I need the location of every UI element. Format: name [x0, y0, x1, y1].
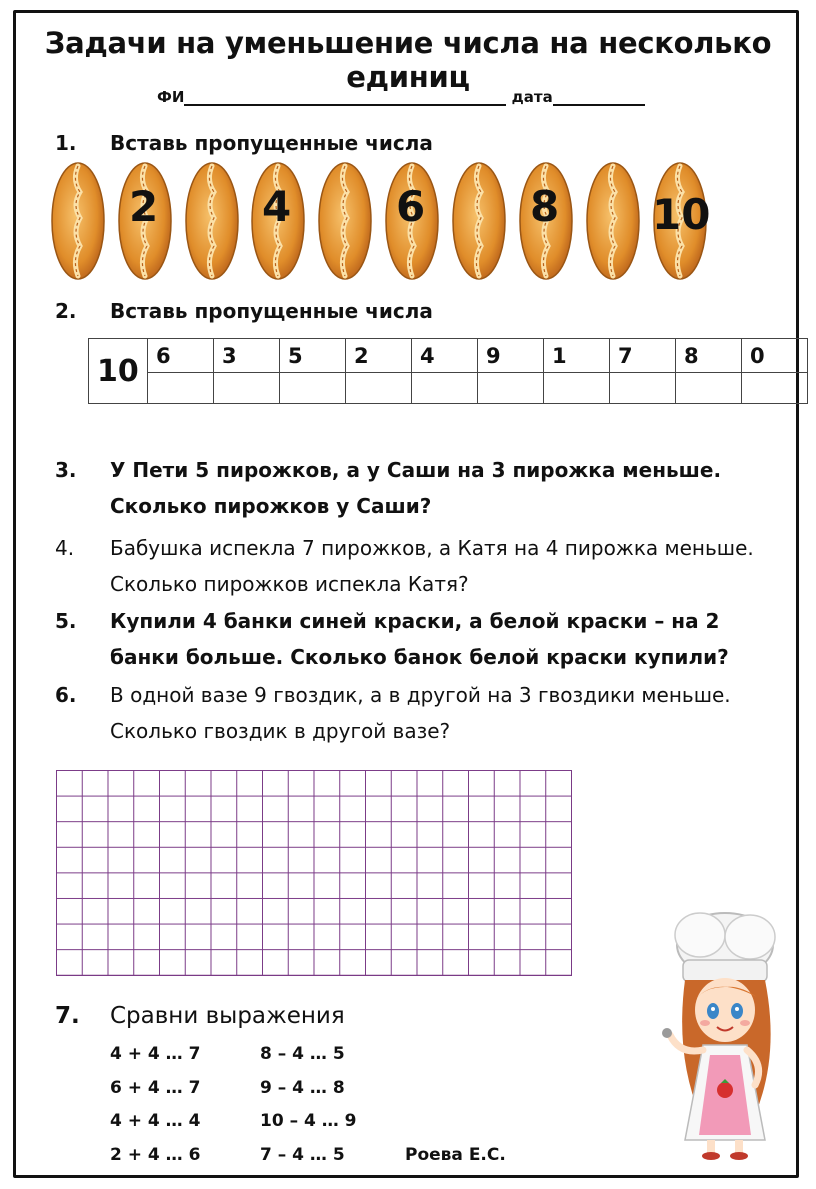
- task-number: 2.: [55, 299, 77, 323]
- sequence-value: 0: [742, 339, 808, 373]
- name-date-line: [157, 88, 645, 106]
- expression: 10 – 4 … 9: [260, 1111, 357, 1131]
- pie-number: 2: [129, 182, 159, 231]
- pie-icon: [317, 160, 373, 282]
- answer-cell[interactable]: [478, 373, 544, 404]
- expression: 4 + 4 … 7: [110, 1044, 201, 1064]
- pie-number: 10: [652, 190, 711, 239]
- task-text: Вставь пропущенные числа: [110, 299, 433, 323]
- sequence-value: 7: [610, 339, 676, 373]
- expression: 2 + 4 … 6: [110, 1145, 201, 1165]
- answer-cell[interactable]: [346, 373, 412, 404]
- answer-cell[interactable]: [676, 373, 742, 404]
- author-name: Роева Е.С.: [405, 1145, 506, 1165]
- pie-number: 8: [530, 182, 560, 231]
- pie-icon: [585, 160, 641, 282]
- sequence-value: 2: [346, 339, 412, 373]
- fi-label: ФИ: [157, 88, 185, 106]
- sequence-value: 9: [478, 339, 544, 373]
- task-text: В одной вазе 9 гвоздик, а в другой на 3 гвоздики меньше. Сколько гвоздик в другой вазе?: [110, 683, 731, 743]
- answer-cell[interactable]: [742, 373, 808, 404]
- expression: 4 + 4 … 4: [110, 1111, 201, 1131]
- task-number: 5.: [55, 609, 77, 633]
- answer-cell[interactable]: [544, 373, 610, 404]
- page-title: Задачи на уменьшение числа на несколько единиц: [44, 26, 772, 94]
- sequence-value: 1: [544, 339, 610, 373]
- answer-grid[interactable]: [56, 770, 572, 976]
- task-number: 6.: [55, 683, 77, 707]
- sequence-value: 6: [148, 339, 214, 373]
- task-number: 3.: [55, 458, 77, 482]
- pie-number: 6: [396, 182, 426, 231]
- sequence-value: 8: [676, 339, 742, 373]
- answer-cell[interactable]: [148, 373, 214, 404]
- sequence-table: [88, 338, 808, 404]
- task-text: Вставь пропущенные числа: [110, 131, 433, 155]
- answer-cell[interactable]: [214, 373, 280, 404]
- task-text: Бабушка испекла 7 пирожков, а Катя на 4 пирожка меньше. Сколько пирожков испекла Катя?: [110, 536, 754, 596]
- expression: 6 + 4 … 7: [110, 1078, 201, 1098]
- date-blank[interactable]: [553, 90, 645, 106]
- task-number: 4.: [55, 536, 75, 560]
- pie-icon: [50, 160, 106, 282]
- expression: 7 – 4 … 5: [260, 1145, 345, 1165]
- task-text: Купили 4 банки синей краски, а белой краски – на 2 банки больше. Сколько банок белой краски купили?: [110, 609, 729, 669]
- pie-icon: [451, 160, 507, 282]
- sequence-value: 3: [214, 339, 280, 373]
- task-text: У Пети 5 пирожков, а у Саши на 3 пирожка меньше. Сколько пирожков у Саши?: [110, 458, 722, 518]
- answer-cell[interactable]: [280, 373, 346, 404]
- answer-cell[interactable]: [610, 373, 676, 404]
- name-blank[interactable]: [184, 90, 506, 106]
- pie-number: 4: [262, 182, 292, 231]
- sequence-value: 5: [280, 339, 346, 373]
- chef-girl-illustration: [655, 905, 795, 1160]
- expression: 9 – 4 … 8: [260, 1078, 345, 1098]
- task-number: 7.: [55, 1003, 80, 1029]
- pie-icon: [184, 160, 240, 282]
- answer-cell[interactable]: [412, 373, 478, 404]
- sequence-value: 4: [412, 339, 478, 373]
- task-text: Сравни выражения: [110, 1003, 345, 1029]
- expression: 8 – 4 … 5: [260, 1044, 345, 1064]
- date-label: дата: [511, 88, 553, 106]
- sequence-start: 10: [89, 339, 148, 404]
- task-number: 1.: [55, 131, 77, 155]
